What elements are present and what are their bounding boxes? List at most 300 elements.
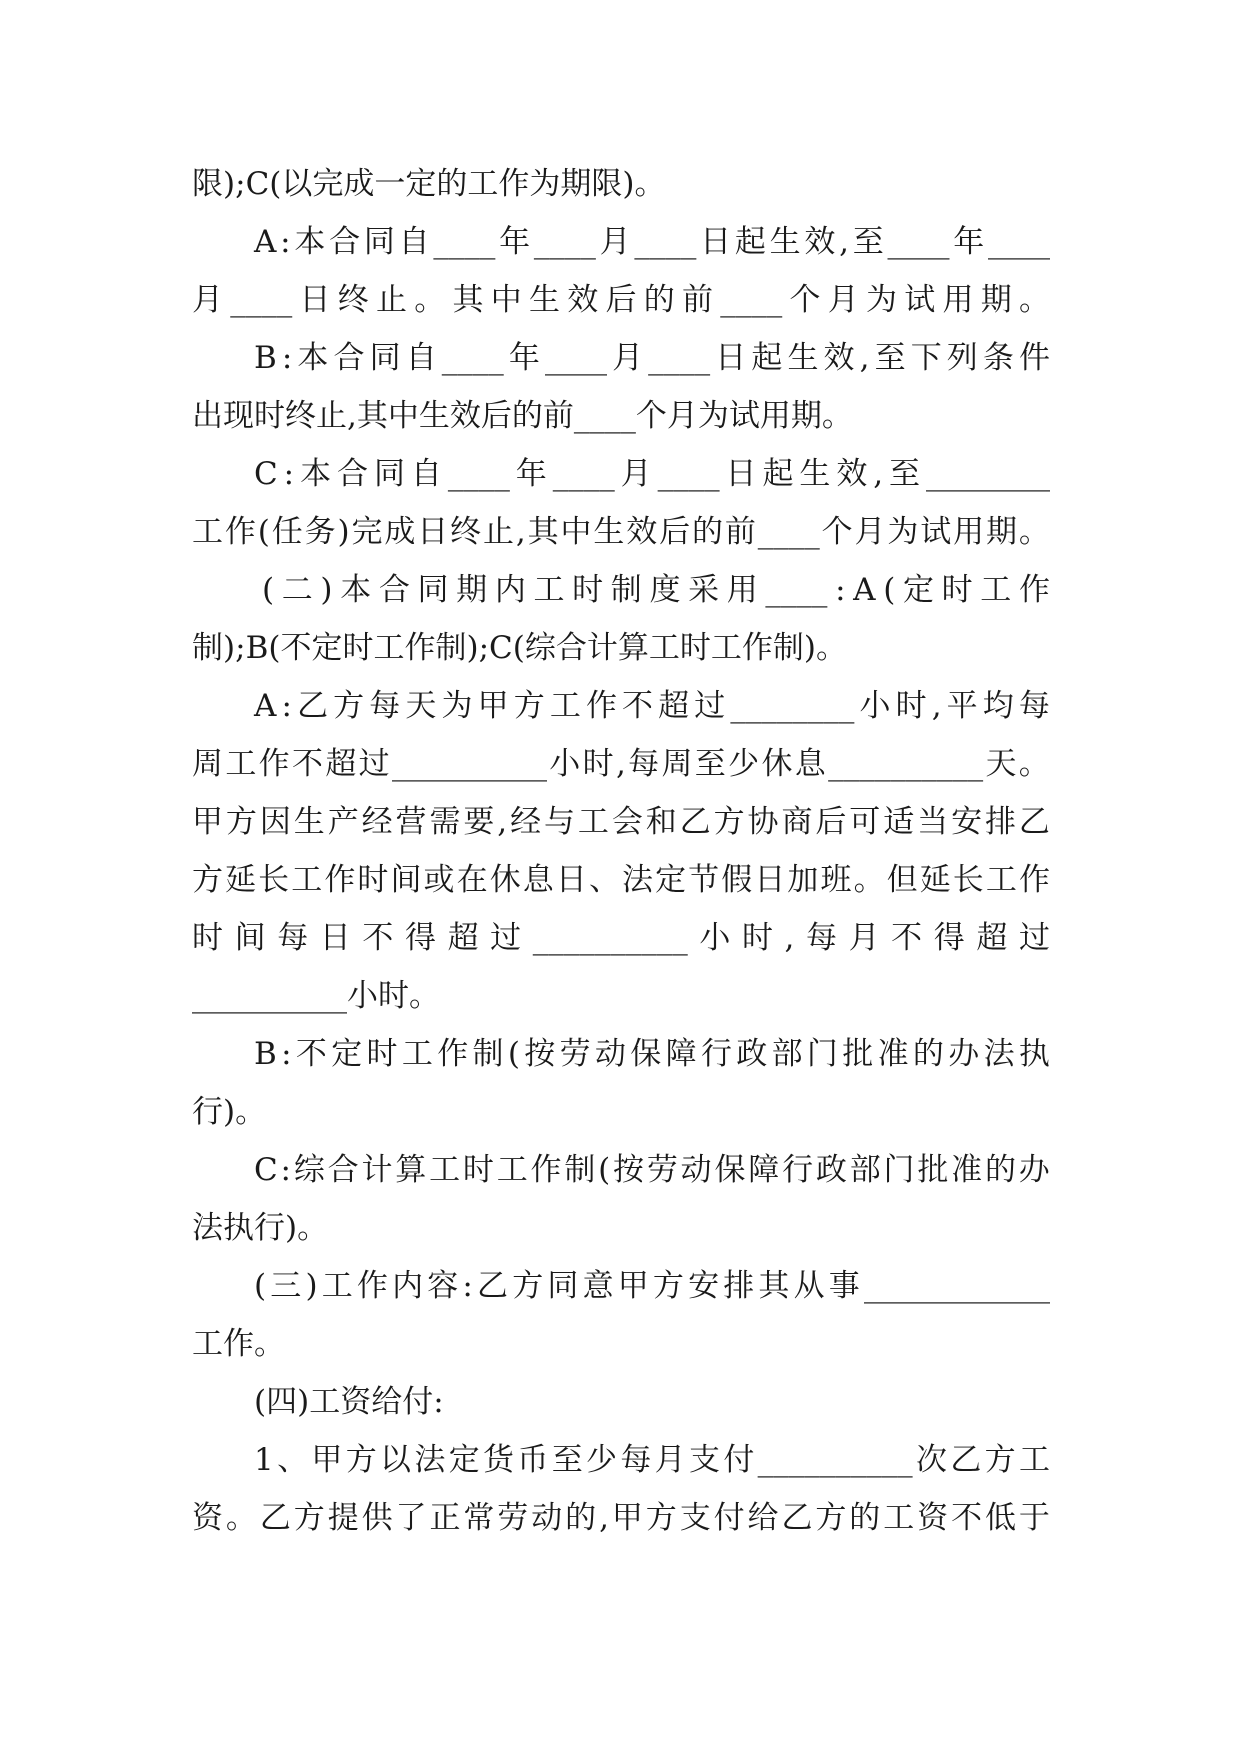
text-char: , <box>515 514 526 550</box>
text-line <box>192 735 1050 793</box>
text-char: 的 <box>565 1500 597 1536</box>
text-char: , <box>931 688 942 724</box>
text-char: 不 <box>295 1036 327 1072</box>
text-char: ) <box>223 630 236 666</box>
text-char: 时 <box>572 572 604 608</box>
text-char: 效 <box>567 282 599 318</box>
text-char: 方 <box>713 804 745 840</box>
text-char: 乙 <box>297 688 329 724</box>
text-char: 其 <box>527 514 559 550</box>
text-char: 任 <box>271 514 303 550</box>
text-char: 为 <box>887 514 919 550</box>
text-char: 小 <box>859 688 891 724</box>
text-char: 保 <box>714 1152 746 1188</box>
text-char: ( <box>598 1152 611 1188</box>
text-char: 作 <box>585 688 617 724</box>
text-char: 制 <box>472 1036 504 1072</box>
text-char: 作 <box>258 746 290 782</box>
text-char: 过 <box>694 688 726 724</box>
text-char: 年 <box>499 224 531 260</box>
text-char: ( <box>254 1384 267 1420</box>
text-char: C <box>489 630 513 666</box>
text-char: 意 <box>582 1268 614 1304</box>
text-char: 中 <box>387 398 419 434</box>
text-line <box>192 1199 1050 1257</box>
text-char: 动 <box>680 1152 712 1188</box>
text-char: 作 <box>741 630 773 666</box>
text-char: 乙 <box>950 1442 982 1478</box>
text-char: 方 <box>333 688 365 724</box>
text-char: 因 <box>259 804 291 840</box>
text-char: 月 <box>620 456 652 492</box>
text-char: 成 <box>384 514 416 550</box>
text-char: 支 <box>689 1442 720 1478</box>
text-char: 前 <box>682 282 713 318</box>
text-char: ) <box>297 1384 310 1420</box>
text-char: ( <box>269 166 282 202</box>
text-char: 周 <box>192 746 223 782</box>
text-char: : <box>433 1384 444 1420</box>
text-char: 工 <box>192 1326 223 1362</box>
text-char: 给 <box>371 1384 403 1420</box>
text-char: 其 <box>758 1268 790 1304</box>
text-char: 前 <box>724 514 756 550</box>
text-char: 前 <box>542 398 574 434</box>
text-char: 法 <box>983 1036 1015 1072</box>
text-char: 月 <box>827 282 859 318</box>
text-char: 自 <box>405 340 437 376</box>
text-char: 长 <box>952 862 984 898</box>
text-char: 甲 <box>311 1442 343 1478</box>
text-char: 效 <box>823 340 855 376</box>
text-char: 。 <box>821 398 853 434</box>
text-char: 时 <box>254 398 285 434</box>
text-char: 同 <box>547 1268 579 1304</box>
text-char: 日 <box>754 862 786 898</box>
text-char: 本 <box>297 340 329 376</box>
text-char: : <box>280 1152 291 1188</box>
text-char: 效 <box>626 514 658 550</box>
text-char: 作 <box>356 1268 388 1304</box>
text-char: 用 <box>759 398 791 434</box>
text-char: 经 <box>361 804 393 840</box>
text-char: 行 <box>254 1210 285 1246</box>
text-char: : <box>281 340 293 376</box>
text-char: 障 <box>665 1036 697 1072</box>
text-char: 小 <box>699 920 731 956</box>
text-char: 后 <box>605 282 637 318</box>
text-char: 工 <box>549 688 581 724</box>
text-char: 自 <box>398 224 430 260</box>
text-char: 条 <box>982 340 1014 376</box>
text-char: 中 <box>560 514 592 550</box>
text-char: 务 <box>304 514 336 550</box>
text-char: 行 <box>700 1036 732 1072</box>
text-char: 工 <box>1018 1442 1050 1478</box>
blank-field: ____________ <box>863 1268 1050 1304</box>
text-char: 的 <box>511 398 543 434</box>
text-char: 。 <box>815 630 847 666</box>
text-char: 币 <box>517 1442 549 1478</box>
text-line <box>192 503 1050 561</box>
text-char: 劳 <box>559 1036 591 1072</box>
text-char: 方 <box>652 1268 684 1304</box>
text-char: : <box>281 1036 292 1072</box>
blank-field: ____ <box>447 456 510 492</box>
text-char: 日 <box>700 224 732 260</box>
text-char: 于 <box>1018 1500 1050 1536</box>
text-char: 合 <box>333 340 365 376</box>
text-char: B <box>245 630 269 666</box>
text-char: 低 <box>984 1500 1016 1536</box>
text-char: 次 <box>915 1442 947 1478</box>
text-char: 超 <box>325 746 357 782</box>
text-char: 工 <box>373 630 405 666</box>
text-char: 的 <box>849 1500 881 1536</box>
text-char: 班 <box>820 862 852 898</box>
text-line <box>192 619 1050 677</box>
text-char: 方 <box>225 804 257 840</box>
text-char: 日 <box>715 340 747 376</box>
text-char: 工 <box>291 862 323 898</box>
text-char: 止 <box>482 514 514 550</box>
blank-field: __________ <box>532 920 688 956</box>
text-char: 休 <box>761 746 793 782</box>
text-char: 的 <box>643 282 675 318</box>
text-char: 从 <box>793 1268 825 1304</box>
text-char: 时 <box>366 1036 398 1072</box>
text-char: 劳 <box>646 1152 678 1188</box>
text-char: 作 <box>437 1036 469 1072</box>
blank-field: ____ <box>657 456 720 492</box>
text-char: 内 <box>494 572 526 608</box>
text-char: ( <box>883 572 896 608</box>
text-char: 用 <box>942 282 974 318</box>
text-line <box>192 271 1050 329</box>
text-char: 生 <box>529 282 560 318</box>
text-char: 与 <box>544 804 575 840</box>
text-char: 但 <box>886 862 918 898</box>
text-char: 劳 <box>497 1500 529 1536</box>
text-char: 支 <box>679 1500 711 1536</box>
text-char: 超 <box>658 688 690 724</box>
text-char: 为 <box>866 282 897 318</box>
text-char: 每 <box>1018 688 1050 724</box>
text-char: 其 <box>452 282 484 318</box>
text-char: 效 <box>836 456 868 492</box>
text-char: 超 <box>447 920 479 956</box>
text-char: 行 <box>782 1152 814 1188</box>
text-char: 以 <box>380 1442 412 1478</box>
text-char: 甲 <box>611 1500 643 1536</box>
text-char: 延 <box>919 862 951 898</box>
text-char: 每 <box>628 746 660 782</box>
text-char: : <box>462 1268 473 1304</box>
text-char: 作 <box>530 1152 562 1188</box>
text-char: 。 <box>414 282 446 318</box>
text-char: 会 <box>611 804 643 840</box>
text-char: , <box>599 1500 609 1536</box>
text-char: 完 <box>351 514 383 550</box>
text-char: 法 <box>192 1210 223 1246</box>
blank-field: ____ <box>573 398 636 434</box>
document-page <box>192 155 1050 1547</box>
text-char: 。 <box>1018 746 1050 782</box>
text-line <box>192 1489 1050 1547</box>
blank-field: ____ <box>441 340 504 376</box>
text-char: 生 <box>787 340 819 376</box>
text-line <box>192 1083 1050 1141</box>
text-char: 综 <box>524 630 556 666</box>
text-char: 工 <box>225 746 257 782</box>
text-char: 法 <box>414 1442 446 1478</box>
text-char: 时 <box>679 630 711 666</box>
text-char: ) <box>466 630 479 666</box>
text-char: 作 <box>324 862 356 898</box>
text-char: C <box>245 166 270 202</box>
text-char: 甲 <box>477 688 509 724</box>
text-char: 供 <box>361 1500 393 1536</box>
text-char: 。 <box>853 862 885 898</box>
text-line <box>192 155 1050 213</box>
text-char: 行 <box>192 1094 223 1130</box>
text-char: : <box>283 456 295 492</box>
text-char: ) <box>337 514 350 550</box>
text-char: 同 <box>417 572 449 608</box>
text-line <box>192 387 1050 445</box>
text-char: 为 <box>529 166 561 202</box>
text-char: 二 <box>281 572 313 608</box>
text-char: 算 <box>395 1152 427 1188</box>
text-char: 天 <box>405 688 437 724</box>
text-char: 不 <box>951 1500 983 1536</box>
blank-field: __________ <box>391 746 547 782</box>
text-char: ; <box>235 630 246 666</box>
text-char: 。 <box>225 1500 257 1536</box>
text-char: 年 <box>515 456 547 492</box>
text-char: 门 <box>806 1036 838 1072</box>
text-char: 起 <box>762 456 794 492</box>
text-char: 工 <box>401 1036 433 1072</box>
text-char: 用 <box>726 572 758 608</box>
text-char: 门 <box>883 1152 915 1188</box>
text-char: 合 <box>378 572 410 608</box>
text-char: 个 <box>635 398 667 434</box>
text-char: 正 <box>429 1500 461 1536</box>
text-char: 排 <box>723 1268 755 1304</box>
text-char: B <box>254 340 277 376</box>
text-char: 可 <box>849 804 881 840</box>
text-char: 常 <box>463 1500 495 1536</box>
text-char: 批 <box>917 1152 949 1188</box>
text-char: 用 <box>953 514 985 550</box>
text-char: 办 <box>948 1036 980 1072</box>
text-char: ) <box>223 166 236 202</box>
text-char: 后 <box>815 804 847 840</box>
blank-field: ____ <box>765 572 828 608</box>
text-char: A <box>254 688 277 724</box>
text-line <box>192 561 1050 619</box>
text-char: 产 <box>327 804 359 840</box>
text-char: 的 <box>691 514 723 550</box>
text-char: 时 <box>895 688 927 724</box>
text-char: 生 <box>769 224 801 260</box>
text-char: , <box>873 456 884 492</box>
text-char: 少 <box>586 1442 618 1478</box>
text-char: 动 <box>594 1036 626 1072</box>
text-char: 方 <box>192 862 223 898</box>
blank-field: ________ <box>925 456 1050 492</box>
text-char: 货 <box>483 1442 515 1478</box>
text-char: 给 <box>747 1500 779 1536</box>
text-char: 时 <box>378 978 409 1014</box>
text-char: 内 <box>392 1268 424 1304</box>
text-char: 试 <box>904 282 936 318</box>
text-char: 得 <box>404 920 436 956</box>
text-char: 方 <box>512 1268 544 1304</box>
text-char: 每 <box>369 688 401 724</box>
text-char: , <box>839 224 849 260</box>
text-char: 每 <box>277 920 309 956</box>
text-char: 为 <box>441 688 473 724</box>
text-char: ) <box>305 1268 318 1304</box>
text-char: 不 <box>362 920 394 956</box>
text-char: 生 <box>593 514 625 550</box>
text-char: 不 <box>891 920 923 956</box>
blank-field: ____ <box>720 282 783 318</box>
text-char: 办 <box>1018 1152 1050 1188</box>
text-char: 现 <box>223 398 254 434</box>
text-char: 以 <box>281 166 313 202</box>
text-char: 营 <box>395 804 427 840</box>
text-char: 至 <box>551 1442 583 1478</box>
text-char: 制 <box>610 572 642 608</box>
text-char: 限 <box>192 166 223 202</box>
text-char: 期 <box>790 398 822 434</box>
text-char: 时 <box>342 630 374 666</box>
text-char: 计 <box>586 630 618 666</box>
text-char: 定 <box>655 862 687 898</box>
text-line <box>192 909 1050 967</box>
text-char: 月 <box>599 224 631 260</box>
text-char: ) <box>320 572 333 608</box>
text-char: 出 <box>192 398 223 434</box>
text-char: 四 <box>266 1384 298 1420</box>
text-char: 的 <box>436 166 468 202</box>
text-line <box>192 329 1050 387</box>
text-char: : <box>281 688 292 724</box>
text-char: 执 <box>1018 1036 1050 1072</box>
text-char: 部 <box>771 1036 803 1072</box>
text-char: 乙 <box>1018 804 1050 840</box>
text-char: A <box>853 572 876 608</box>
text-char: 完 <box>312 166 344 202</box>
text-line <box>192 1431 1050 1489</box>
text-line <box>192 1373 1050 1431</box>
text-char: 作 <box>224 514 256 550</box>
text-char: ( <box>254 1268 267 1304</box>
text-char: 或 <box>423 862 455 898</box>
text-char: 每 <box>805 920 837 956</box>
text-char: 。 <box>254 1326 285 1362</box>
text-char: 制 <box>435 630 467 666</box>
text-char: 当 <box>917 804 949 840</box>
text-char: 甲 <box>617 1268 649 1304</box>
text-char: 生 <box>293 804 325 840</box>
text-char: C <box>254 1152 278 1188</box>
text-char: 合 <box>555 630 587 666</box>
text-char: 终 <box>337 282 369 318</box>
text-char: 至 <box>874 340 906 376</box>
text-line <box>192 1315 1050 1373</box>
text-char: 政 <box>736 1036 768 1072</box>
text-char: 止 <box>316 398 347 434</box>
text-char: 得 <box>933 920 965 956</box>
text-char: 月 <box>192 282 223 318</box>
text-char: 乙 <box>477 1268 509 1304</box>
text-char: 周 <box>661 746 693 782</box>
text-char: 和 <box>645 804 677 840</box>
text-char: 需 <box>429 804 461 840</box>
text-char: 制 <box>772 630 804 666</box>
text-char: 方 <box>293 1500 325 1536</box>
text-char: 每 <box>620 1442 652 1478</box>
text-char: 定 <box>331 1036 363 1072</box>
text-char: 制 <box>192 630 223 666</box>
text-char: 方 <box>345 1442 377 1478</box>
text-char: 过 <box>358 746 390 782</box>
text-char: 期 <box>985 514 1017 550</box>
text-char: 工 <box>429 1152 461 1188</box>
text-char: 作 <box>223 1326 254 1362</box>
text-char: 同 <box>373 456 405 492</box>
text-char: 不 <box>622 688 654 724</box>
text-char: 法 <box>622 862 654 898</box>
text-char: 日 <box>555 862 587 898</box>
text-char: 时 <box>941 572 973 608</box>
text-char: , <box>497 804 508 840</box>
text-char: 起 <box>751 340 783 376</box>
text-char: : <box>280 224 291 260</box>
text-char: 自 <box>410 456 442 492</box>
text-char: 资 <box>340 1384 372 1420</box>
text-char: 执 <box>223 1210 254 1246</box>
text-char: 经 <box>510 804 542 840</box>
text-char: 付 <box>723 1442 755 1478</box>
text-char: 方 <box>513 688 545 724</box>
text-line <box>192 213 1050 271</box>
text-char: 工 <box>533 572 565 608</box>
text-char: 批 <box>842 1036 874 1072</box>
text-char: 工 <box>321 1268 353 1304</box>
text-char: ; <box>235 166 246 202</box>
text-char: 工 <box>309 1384 341 1420</box>
text-char: 止 <box>376 282 407 318</box>
text-line <box>192 793 1050 851</box>
text-char: 一 <box>374 166 406 202</box>
text-char: 生 <box>799 456 831 492</box>
text-char: 个 <box>789 282 821 318</box>
text-char: 在 <box>456 862 488 898</box>
text-char: ( <box>257 514 270 550</box>
blank-field: ____ <box>757 514 820 550</box>
text-char: 期 <box>456 572 488 608</box>
text-char: 定 <box>405 166 437 202</box>
text-char: 息 <box>522 862 554 898</box>
text-char: 工 <box>467 166 499 202</box>
text-char: 甲 <box>192 804 223 840</box>
text-char: 过 <box>490 920 522 956</box>
